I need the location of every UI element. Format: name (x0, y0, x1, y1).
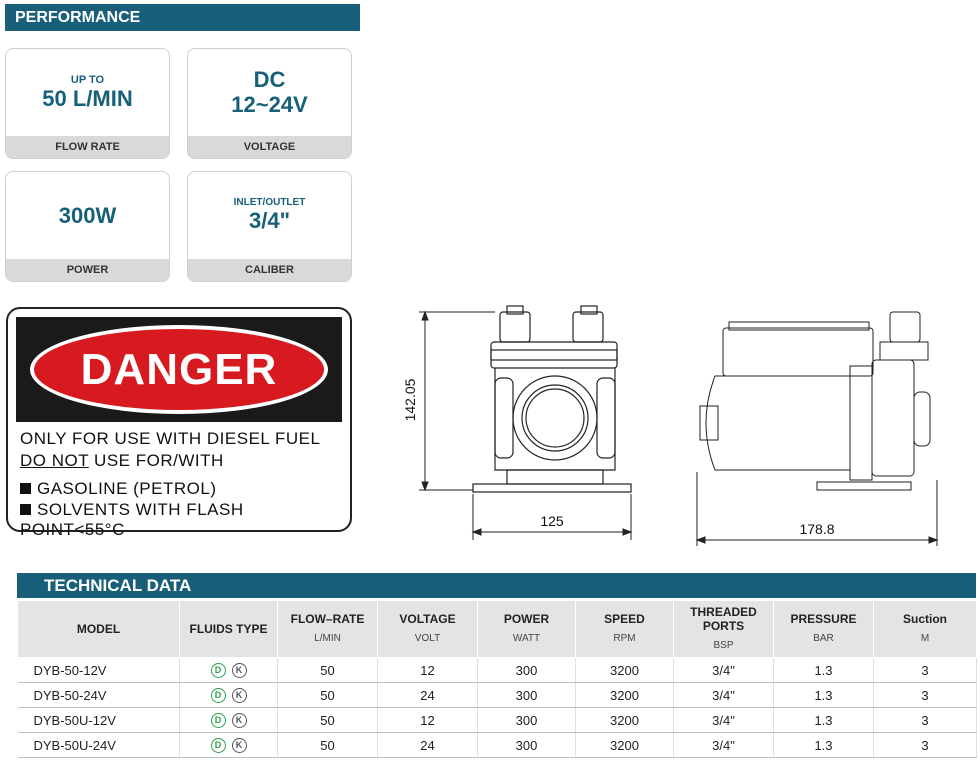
power-cell: 300 (478, 733, 576, 758)
power-cell: 300 (478, 658, 576, 683)
dimension-lines (419, 312, 937, 546)
table-header-row (18, 601, 977, 658)
column-header: SPEED RPM (576, 601, 674, 658)
danger-word: DANGER (80, 344, 278, 394)
suction-cell: 3 (874, 733, 977, 758)
ports-cell: 3/4" (674, 733, 774, 758)
card-value: 300W (58, 202, 117, 228)
diesel-icon: D (211, 738, 226, 753)
flow-cell: 50 (278, 733, 378, 758)
flow-cell: 50 (278, 683, 378, 708)
ports-cell: 3/4" (674, 708, 774, 733)
card-value: 50 L/MIN (42, 85, 133, 111)
fluids-cell (180, 658, 278, 683)
technical-data-title: TECHNICAL DATA (17, 573, 976, 598)
warning-item-text: SOLVENTS WITH FLASH POINT<55°C (20, 500, 244, 539)
pressure-cell: 1.3 (774, 683, 874, 708)
card-prefix: UP TO (70, 73, 105, 86)
speed-cell: 3200 (576, 658, 674, 683)
model-cell: DYB-50-12V (18, 658, 180, 683)
speed-cell: 3200 (576, 708, 674, 733)
column-header: FLOW–RATE L/MIN (278, 601, 378, 658)
power-cell: 300 (478, 708, 576, 733)
suction-cell: 3 (874, 708, 977, 733)
card-label: FLOW RATE (6, 136, 169, 158)
performance-title: PERFORMANCE (5, 4, 360, 31)
fluids-cell (180, 708, 278, 733)
caliber-card (187, 171, 352, 282)
suction-cell: 3 (874, 683, 977, 708)
card-label: VOLTAGE (188, 136, 351, 158)
table-row (18, 658, 977, 683)
card-value: 3/4" (248, 208, 290, 233)
pressure-cell: 1.3 (774, 708, 874, 733)
warning-line-2 (20, 451, 224, 471)
voltage-cell: 12 (378, 658, 478, 683)
ports-cell: 3/4" (674, 658, 774, 683)
danger-label (6, 307, 352, 539)
card-label: POWER (6, 259, 169, 281)
warning-item (20, 500, 350, 540)
danger-oval (30, 325, 328, 414)
ports-cell: 3/4" (674, 683, 774, 708)
column-header: POWER WATT (478, 601, 576, 658)
fluids-cell (180, 733, 278, 758)
table-row (18, 733, 977, 758)
power-card (5, 171, 170, 282)
kerosene-icon: K (232, 663, 247, 678)
column-header: PRESSURE BAR (774, 601, 874, 658)
pump-side-view (700, 312, 930, 490)
card-value: 12~24V (231, 91, 308, 117)
flow-cell: 50 (278, 708, 378, 733)
column-header: FLUIDS TYPE (180, 601, 278, 658)
card-label: CALIBER (188, 259, 351, 281)
voltage-cell: 24 (378, 683, 478, 708)
model-cell: DYB-50U-12V (18, 708, 180, 733)
danger-banner (16, 317, 342, 422)
kerosene-icon: K (232, 713, 247, 728)
power-cell: 300 (478, 683, 576, 708)
square-bullet-icon (20, 483, 31, 494)
width-dimension: 125 (540, 513, 564, 529)
kerosene-icon: K (232, 688, 247, 703)
table-row (18, 683, 977, 708)
pressure-cell: 1.3 (774, 658, 874, 683)
pressure-cell: 1.3 (774, 733, 874, 758)
voltage-cell: 24 (378, 733, 478, 758)
fluids-cell (180, 683, 278, 708)
voltage-cell: 12 (378, 708, 478, 733)
pump-dimension-drawing (395, 300, 975, 550)
card-prefix: DC (253, 66, 286, 92)
kerosene-icon: K (232, 738, 247, 753)
warning-item (20, 479, 216, 499)
length-dimension: 178.8 (799, 521, 835, 537)
column-header: Suction M (874, 601, 977, 658)
voltage-card (187, 48, 352, 159)
pump-front-view (473, 306, 631, 492)
square-bullet-icon (20, 504, 31, 515)
warning-item-text: GASOLINE (PETROL) (37, 479, 217, 498)
column-header: THREADED PORTS BSP (674, 601, 774, 658)
warning-do-not: DO NOT (20, 451, 89, 470)
flow-rate-card (5, 48, 170, 159)
speed-cell: 3200 (576, 683, 674, 708)
warning-line-1: ONLY FOR USE WITH DIESEL FUEL (20, 429, 321, 448)
diesel-icon: D (211, 663, 226, 678)
technical-data-table (17, 600, 977, 758)
flow-cell: 50 (278, 658, 378, 683)
suction-cell: 3 (874, 658, 977, 683)
column-header: MODEL (18, 601, 180, 658)
model-cell: DYB-50-24V (18, 683, 180, 708)
speed-cell: 3200 (576, 733, 674, 758)
card-prefix: INLET/OUTLET (233, 197, 306, 208)
table-row (18, 708, 977, 733)
warning-use-for: USE FOR/WITH (88, 451, 224, 470)
model-cell: DYB-50U-24V (18, 733, 180, 758)
height-dimension: 142.05 (402, 378, 418, 422)
column-header: VOLTAGE VOLT (378, 601, 478, 658)
diesel-icon: D (211, 688, 226, 703)
diesel-icon: D (211, 713, 226, 728)
